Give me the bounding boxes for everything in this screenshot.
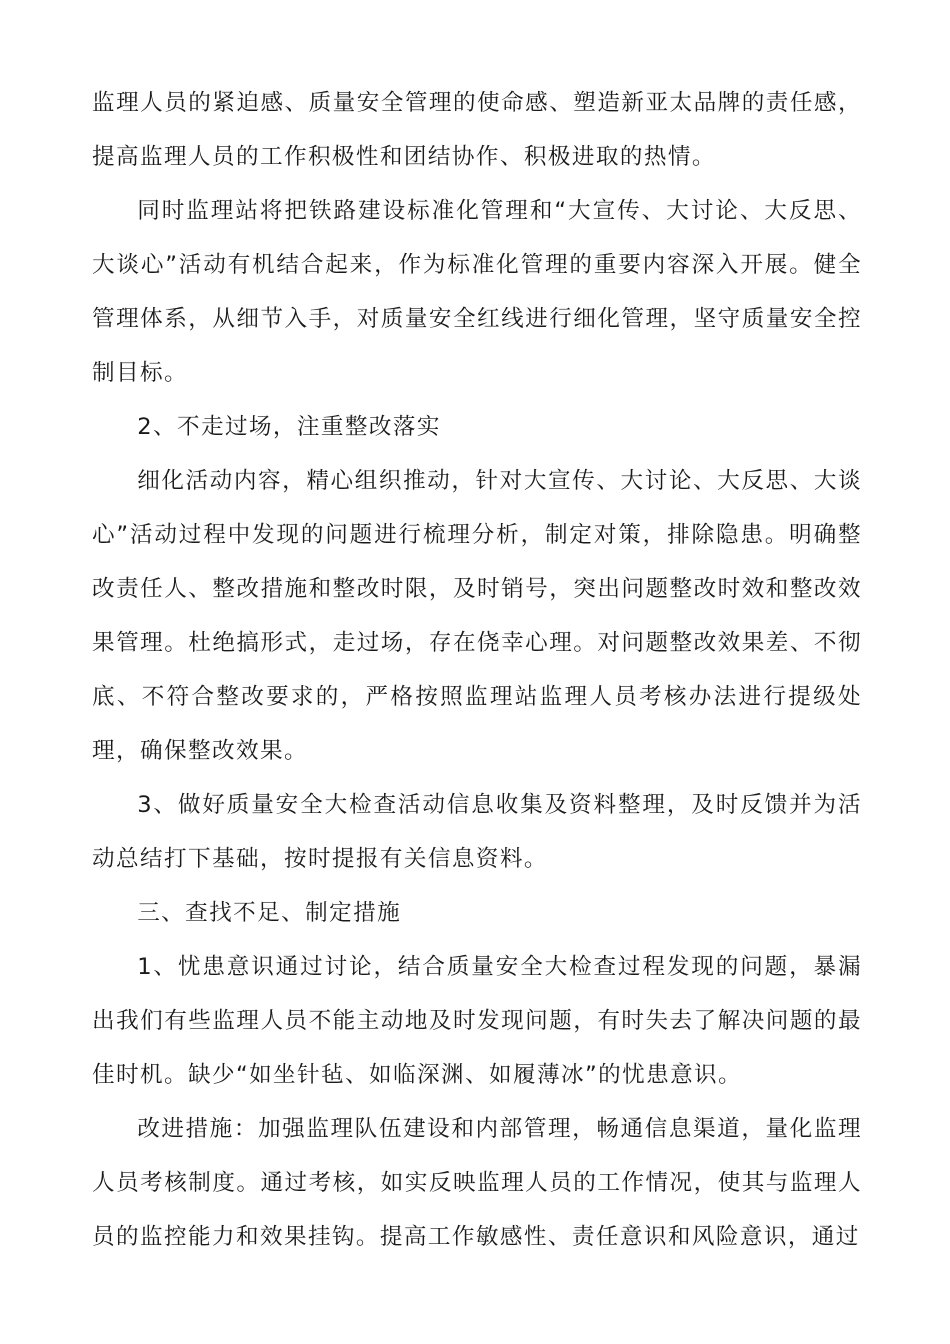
paragraph-information-collection: 3、做好质量安全大检查活动信息收集及资料整理，及时反馈并为活动总结打下基础，按时提报有关信息资料。 <box>92 792 862 872</box>
heading-rectification: 2、不走过场，注重整改落实 <box>137 414 441 440</box>
paragraph-continuation: 监理人员的紧迫感、质量安全管理的使命感、塑造新亚太品牌的责任感，提高监理人员的工作积极性和团结协作、积极进取的热情。 <box>92 90 862 170</box>
paragraph-standardization: 同时监理站将把铁路建设标准化管理和“大宣传、大讨论、大反思、大谈心”活动有机结合起来，作为标准化管理的重要内容深入开展。健全管理体系，从细节入手，对质量安全红线进行细化管理，坚守质量安全控制目标。 <box>92 198 862 386</box>
heading-shortcomings: 三、查找不足、制定措施 <box>137 900 402 926</box>
paragraph-awareness: 1、忧患意识通过讨论，结合质量安全大检查过程发现的问题，暴漏出我们有些监理人员不能主动地及时发现问题，有时失去了解决问题的最佳时机。缺少“如坐针毡、如临深渊、如履薄冰”的忧患意识。 <box>92 954 862 1088</box>
document-body <box>92 76 862 1264</box>
paragraph-rectification: 细化活动内容，精心组织推动，针对大宣传、大讨论、大反思、大谈心”活动过程中发现的问题进行梳理分析，制定对策，排除隐患。明确整改责任人、整改措施和整改时限，及时销号，突出问题整改时效和整改效果管理。杜绝搞形式，走过场，存在侥幸心理。对问题整改效果差、不彻底、不符合整改要求的，严格按照监理站监理人员考核办法进行提级处理，确保整改效果。 <box>92 468 862 764</box>
paragraph-improvement-measures: 改进措施：加强监理队伍建设和内部管理，畅通信息渠道，量化监理人员考核制度。通过考核，如实反映监理人员的工作情况，使其与监理人员的监控能力和效果挂钩。提高工作敏感性、责任意识和风险意识，通过 <box>92 1116 862 1250</box>
